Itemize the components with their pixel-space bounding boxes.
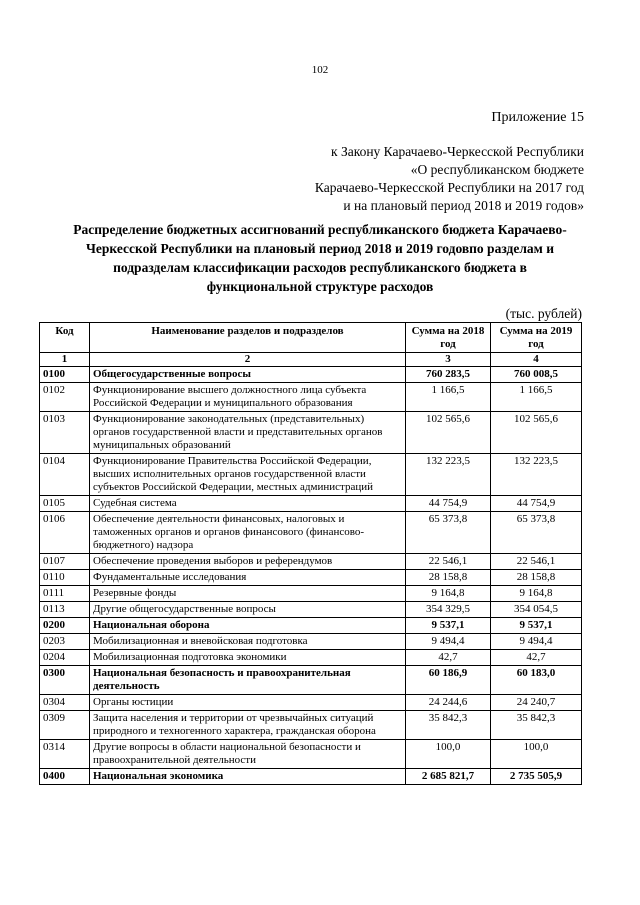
row-name: Национальная экономика	[90, 769, 406, 785]
page-number: 102	[311, 64, 329, 76]
row-sum-2019: 9 164,8	[491, 586, 582, 602]
row-sum-2018: 65 373,8	[406, 512, 491, 554]
table-row	[40, 383, 582, 412]
row-sum-2018: 760 283,5	[406, 367, 491, 383]
row-code: 0102	[40, 383, 90, 412]
row-code: 0111	[40, 586, 90, 602]
column-index-row	[40, 353, 582, 367]
document-title-line: функциональной структуре расходов	[206, 279, 434, 294]
header-sum-2018: Сумма на 2018 год	[406, 323, 491, 353]
row-sum-2019: 42,7	[491, 650, 582, 666]
row-name: Судебная система	[90, 496, 406, 512]
document-title-line: Распределение бюджетных ассигнований республиканского бюджета Карачаево-	[73, 222, 567, 237]
header-sum-2019: Сумма на 2019 год	[491, 323, 582, 353]
row-name: Функционирование законодательных (представительных) органов государственной власти и представительных органов муниципальных образований	[90, 412, 406, 454]
row-sum-2018: 100,0	[406, 740, 491, 769]
table-row	[40, 454, 582, 496]
row-sum-2018: 9 164,8	[406, 586, 491, 602]
row-code: 0314	[40, 740, 90, 769]
table-row	[40, 602, 582, 618]
row-code: 0106	[40, 512, 90, 554]
table-body	[40, 367, 582, 785]
row-sum-2019: 24 240,7	[491, 695, 582, 711]
table-row	[40, 586, 582, 602]
row-code: 0204	[40, 650, 90, 666]
row-code: 0203	[40, 634, 90, 650]
column-index: 3	[406, 353, 491, 367]
row-name: Обеспечение деятельности финансовых, налоговых и таможенных органов и органов финансового (финансово-бюджетного) надзора	[90, 512, 406, 554]
document-title-line: подразделам классификации расходов республиканского бюджета в	[113, 260, 527, 275]
row-sum-2018: 28 158,8	[406, 570, 491, 586]
row-code: 0400	[40, 769, 90, 785]
row-sum-2019: 760 008,5	[491, 367, 582, 383]
row-name: Органы юстиции	[90, 695, 406, 711]
row-sum-2018: 60 186,9	[406, 666, 491, 695]
row-code: 0107	[40, 554, 90, 570]
law-reference-line: Карачаево-Черкесской Республики на 2017 год	[314, 180, 584, 195]
row-sum-2018: 354 329,5	[406, 602, 491, 618]
row-sum-2019: 35 842,3	[491, 711, 582, 740]
row-code: 0105	[40, 496, 90, 512]
row-sum-2018: 2 685 821,7	[406, 769, 491, 785]
row-sum-2018: 132 223,5	[406, 454, 491, 496]
column-index: 4	[491, 353, 582, 367]
row-sum-2019: 102 565,6	[491, 412, 582, 454]
row-sum-2019: 65 373,8	[491, 512, 582, 554]
row-name: Общегосударственные вопросы	[90, 367, 406, 383]
row-code: 0110	[40, 570, 90, 586]
row-sum-2019: 2 735 505,9	[491, 769, 582, 785]
row-sum-2019: 44 754,9	[491, 496, 582, 512]
row-code: 0300	[40, 666, 90, 695]
law-reference-line: к Закону Карачаево-Черкесской Республики	[331, 144, 584, 159]
table-row	[40, 412, 582, 454]
law-reference-line: «О республиканском бюджете	[410, 162, 584, 177]
table-row	[40, 666, 582, 695]
row-sum-2018: 42,7	[406, 650, 491, 666]
row-sum-2019: 60 183,0	[491, 666, 582, 695]
row-name: Функционирование Правительства Российской Федерации, высших исполнительных органов государственной власти субъектов Российской Федерации, местных администраций	[90, 454, 406, 496]
row-name: Другие вопросы в области национальной безопасности и правоохранительной деятельности	[90, 740, 406, 769]
row-name: Функционирование высшего должностного лица субъекта Российской Федерации и муниципального образования	[90, 383, 406, 412]
row-code: 0304	[40, 695, 90, 711]
row-name: Защита населения и территории от чрезвычайных ситуаций природного и техногенного характера, гражданская оборона	[90, 711, 406, 740]
row-code: 0200	[40, 618, 90, 634]
table-row	[40, 711, 582, 740]
law-reference-line: и на плановый период 2018 и 2019 годов»	[343, 198, 584, 213]
row-sum-2018: 1 166,5	[406, 383, 491, 412]
row-sum-2018: 102 565,6	[406, 412, 491, 454]
budget-table	[39, 322, 582, 785]
column-index: 2	[90, 353, 406, 367]
row-sum-2019: 354 054,5	[491, 602, 582, 618]
row-sum-2019: 9 537,1	[491, 618, 582, 634]
table-row	[40, 570, 582, 586]
row-name: Национальная безопасность и правоохранительная деятельность	[90, 666, 406, 695]
row-sum-2019: 100,0	[491, 740, 582, 769]
row-name: Мобилизационная и вневойсковая подготовка	[90, 634, 406, 650]
table-row	[40, 512, 582, 554]
row-sum-2018: 35 842,3	[406, 711, 491, 740]
document-title	[40, 220, 600, 296]
table-row	[40, 769, 582, 785]
row-name: Мобилизационная подготовка экономики	[90, 650, 406, 666]
row-code: 0113	[40, 602, 90, 618]
header-name: Наименование разделов и подразделов	[90, 323, 406, 353]
table-row	[40, 634, 582, 650]
law-reference	[315, 143, 584, 215]
appendix-label: Приложение 15	[491, 110, 584, 125]
document-title-line: Черкесской Республики на плановый период 2018 и 2019 годовпо разделам и	[86, 241, 554, 256]
table-row	[40, 367, 582, 383]
table-row	[40, 618, 582, 634]
row-name: Обеспечение проведения выборов и референдумов	[90, 554, 406, 570]
row-sum-2019: 132 223,5	[491, 454, 582, 496]
row-sum-2019: 22 546,1	[491, 554, 582, 570]
row-code: 0103	[40, 412, 90, 454]
row-name: Резервные фонды	[90, 586, 406, 602]
row-code: 0309	[40, 711, 90, 740]
table-row	[40, 496, 582, 512]
row-sum-2018: 9 537,1	[406, 618, 491, 634]
row-code: 0100	[40, 367, 90, 383]
row-sum-2018: 24 244,6	[406, 695, 491, 711]
row-code: 0104	[40, 454, 90, 496]
table-row	[40, 740, 582, 769]
row-sum-2019: 28 158,8	[491, 570, 582, 586]
table-row	[40, 695, 582, 711]
row-name: Другие общегосударственные вопросы	[90, 602, 406, 618]
row-sum-2018: 22 546,1	[406, 554, 491, 570]
row-sum-2018: 9 494,4	[406, 634, 491, 650]
row-sum-2019: 1 166,5	[491, 383, 582, 412]
row-name: Национальная оборона	[90, 618, 406, 634]
units-label: (тыс. рублей)	[505, 306, 582, 321]
header-code: Код	[40, 323, 90, 353]
row-sum-2018: 44 754,9	[406, 496, 491, 512]
table-header-row	[40, 323, 582, 353]
table-row	[40, 650, 582, 666]
row-sum-2019: 9 494,4	[491, 634, 582, 650]
row-name: Фундаментальные исследования	[90, 570, 406, 586]
table-row	[40, 554, 582, 570]
column-index: 1	[40, 353, 90, 367]
